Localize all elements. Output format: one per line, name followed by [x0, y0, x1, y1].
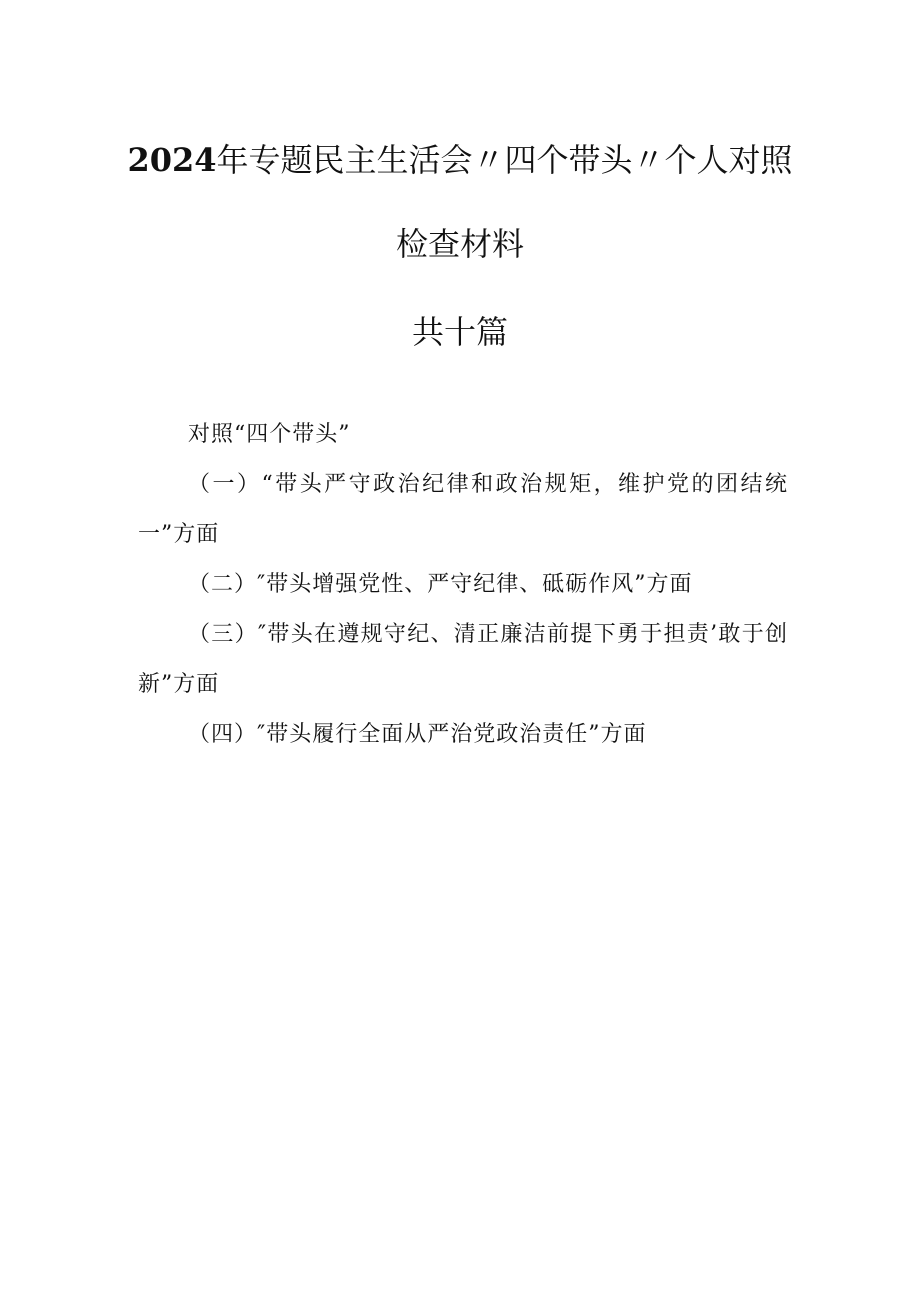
title-text: 年专题民主生活会〃四个带头〃个人对照	[216, 141, 793, 179]
intro-paragraph: 对照“四个带头”	[188, 422, 351, 447]
document-title-line-2: 检查材料	[395, 225, 524, 263]
list-item-3: （三）″带头在遵规守纪、清正廉洁前提下勇于担责’敢于创新”方面	[138, 622, 788, 697]
list-item-2: （二）″带头增强党性、严守纪律、砥砺作风”方面	[188, 572, 693, 597]
document-title-line-1	[0, 140, 920, 180]
title-year: 2024	[127, 141, 217, 179]
document-body	[138, 410, 788, 760]
document-subtitle: 共十篇	[411, 313, 508, 351]
list-item-1: （一）“带头严守政治纪律和政治规矩，维护党的团结统一”方面	[138, 472, 788, 547]
list-item-4: （四）″带头履行全面从严治党政治责任”方面	[188, 722, 647, 747]
